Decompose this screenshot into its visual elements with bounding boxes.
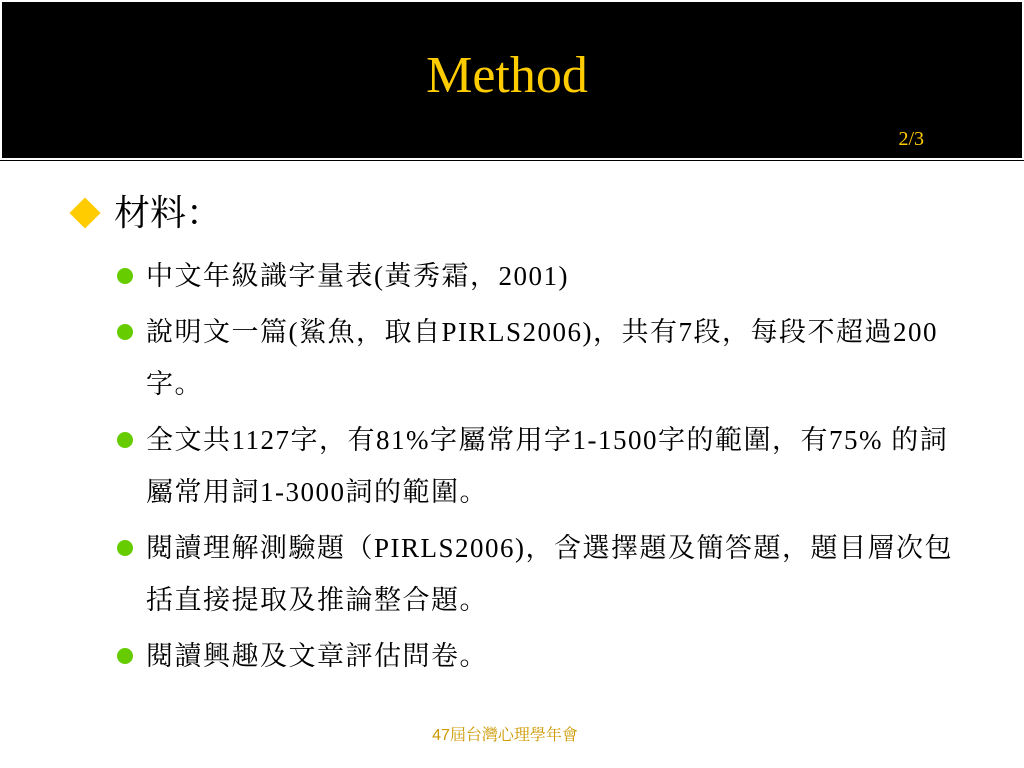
bullet-item	[116, 630, 972, 682]
slide-title: Method	[426, 47, 588, 104]
section-heading	[62, 188, 972, 238]
bullet-text: 閱讀理解測驗題（PIRLS2006)，含選擇題及簡答題，題目層次包括直接提取及推論整合題。	[146, 533, 954, 615]
diamond-bullet-icon	[69, 197, 100, 228]
bullet-text: 全文共1127字，有81%字屬常用字1-1500字的範圍，有75% 的詞屬常用詞1-3000詞的範圍。	[146, 425, 949, 507]
bullet-item	[116, 522, 972, 626]
header-band	[0, 0, 1024, 160]
bullet-dot-icon	[117, 432, 133, 448]
page-indicator: 2/3	[898, 128, 924, 150]
footer-text: 47屆台灣心理學年會	[432, 727, 578, 744]
section-heading-text: 材料：	[114, 193, 223, 233]
bullet-text: 閱讀興趣及文章評估問卷。	[146, 641, 488, 671]
bullet-dot-icon	[117, 324, 133, 340]
slide-content	[62, 188, 972, 686]
bullet-list	[62, 250, 972, 682]
bullet-dot-icon	[117, 648, 133, 664]
bullet-item	[116, 250, 972, 302]
bullet-text: 說明文一篇(鯊魚，取自PIRLS2006)，共有7段，每段不超過200字。	[146, 317, 939, 399]
bullet-dot-icon	[117, 540, 133, 556]
bullet-item	[116, 306, 972, 410]
bullet-dot-icon	[117, 268, 133, 284]
bullet-item	[116, 414, 972, 518]
bullet-text: 中文年級識字量表(黃秀霜，2001)	[146, 261, 569, 291]
